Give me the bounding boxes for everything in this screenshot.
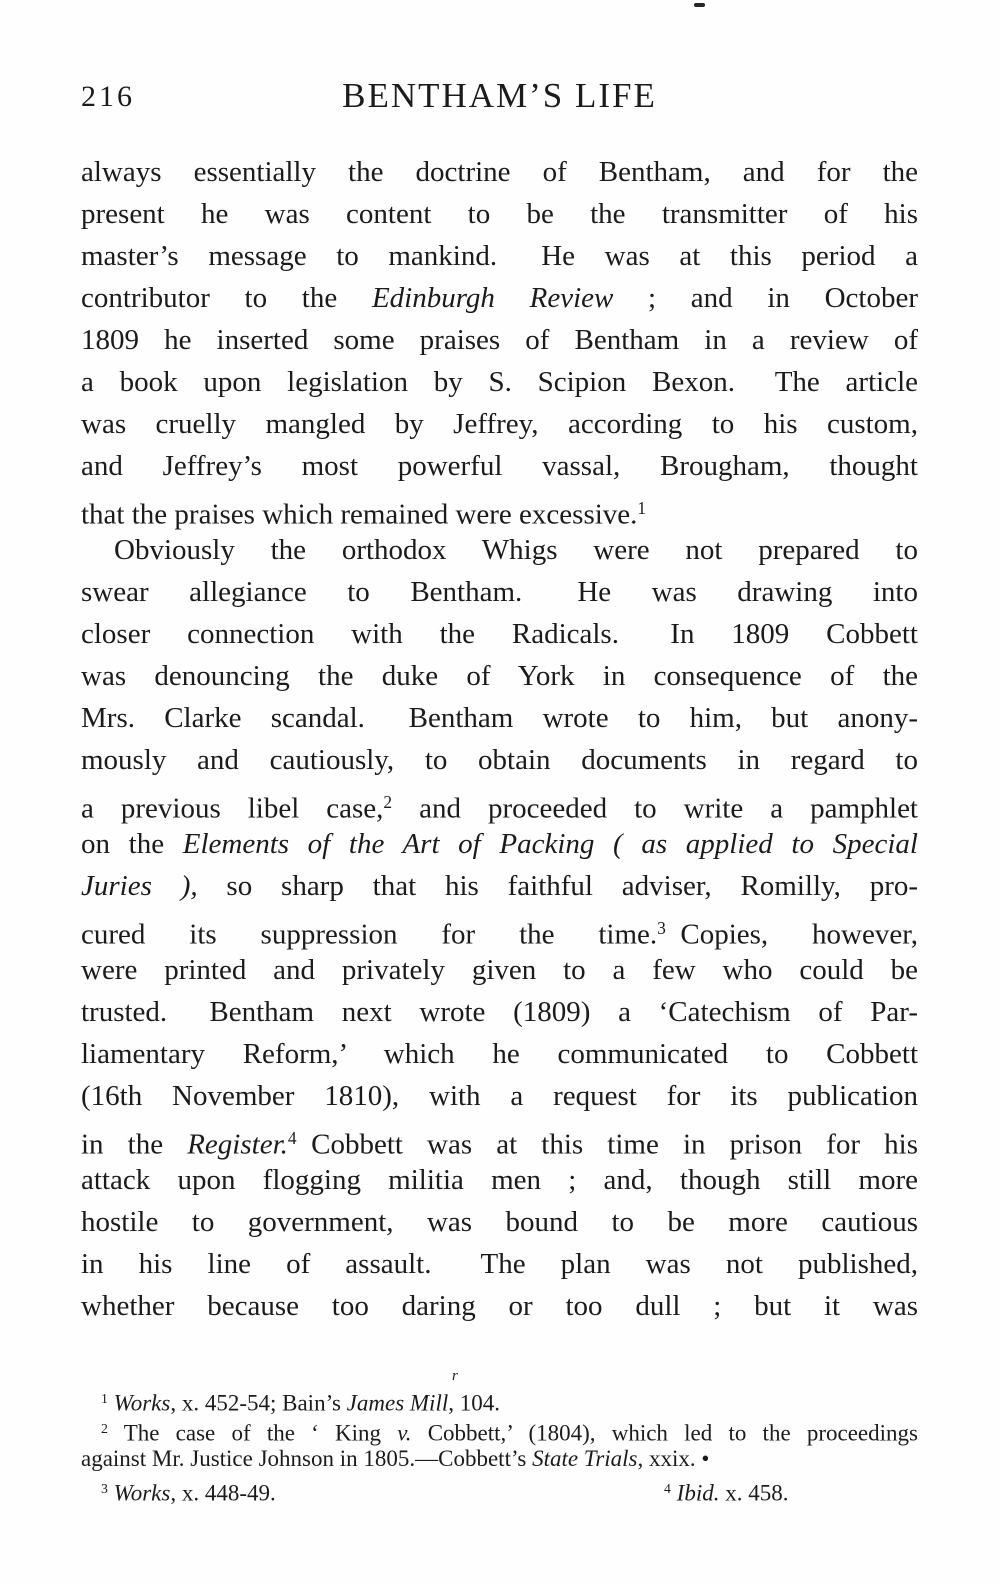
body-line	[81, 1201, 918, 1243]
text-segment: that the praises which remained were excessive.	[81, 498, 638, 531]
body-line	[81, 1075, 918, 1117]
footnotes	[81, 1384, 918, 1504]
body-line	[81, 781, 918, 823]
text-segment: Register.	[187, 1128, 288, 1161]
text-segment: The case of the ‘ King	[107, 1420, 398, 1446]
body-line	[81, 949, 918, 991]
text-segment: Ibid.	[676, 1480, 720, 1506]
text-segment: , x. 448-49.	[170, 1480, 276, 1506]
body-line	[81, 823, 918, 865]
text-segment: was denouncing the duke of York in consequence of the	[81, 660, 918, 692]
footnote-line	[81, 1384, 918, 1414]
body-line	[81, 235, 918, 277]
footnote-line	[81, 1444, 918, 1474]
text-segment: liamentary Reform,’ which he communicated to Cobbett	[81, 1038, 918, 1070]
body-line	[81, 571, 918, 613]
text-segment: present he was content to be the transmitter of his	[81, 198, 918, 230]
footnote-line	[81, 1414, 918, 1444]
body-line	[81, 1159, 918, 1201]
text-segment: always essentially the doctrine of Bentham, and for the	[81, 156, 918, 188]
text-segment: (16th November 1810), with a request for its publication	[81, 1080, 918, 1112]
text-segment: Edinburgh Review	[371, 282, 614, 314]
footnote-ref: 1	[637, 498, 647, 518]
footnote-ref: 2	[383, 792, 393, 812]
footnote-ref: 4	[287, 1128, 297, 1148]
text-segment: trusted. Bentham next wrote (1809) a ‘Catechism of Par-	[81, 996, 918, 1028]
text-segment: Juries ),	[81, 870, 198, 902]
body-line	[81, 1117, 918, 1159]
body-line	[81, 697, 918, 739]
body-line	[81, 151, 918, 193]
footnote-ref: 4	[664, 1481, 671, 1496]
text-segment: hostile to government, was bound to be more cautious	[81, 1206, 918, 1238]
body-line	[81, 277, 918, 319]
scan-artifact-caret: r	[452, 1368, 458, 1384]
body-line	[81, 193, 918, 235]
body-line	[81, 1243, 918, 1285]
text-segment: so sharp that his faithful adviser, Romilly, pro-	[197, 870, 919, 902]
page-number: 216	[81, 80, 135, 113]
text-segment: , x. 452-54; Bain’s	[170, 1390, 347, 1416]
footnote-line	[664, 1474, 788, 1504]
body-line	[81, 739, 918, 781]
text-segment: Copies, however,	[665, 918, 918, 951]
running-header: BENTHAM’S LIFE	[342, 76, 657, 115]
body-line	[81, 529, 918, 571]
footnote-ref: 1	[101, 1391, 108, 1406]
text-segment: was cruelly mangled by Jeffrey, according to his custom,	[81, 408, 918, 440]
text-segment: master’s message to mankind. He was at this period a	[81, 240, 918, 272]
body-line	[81, 655, 918, 697]
text-segment: ; and in October	[613, 282, 919, 314]
body-line	[81, 403, 918, 445]
text-segment: closer connection with the Radicals. In 1809 Cobbett	[81, 618, 918, 650]
text-segment: in his line of assault. The plan was not published,	[81, 1248, 918, 1280]
body-line	[81, 1033, 918, 1075]
footnote-line	[81, 1474, 918, 1504]
text-segment: Mrs. Clarke scandal. Bentham wrote to him, but anony-	[81, 702, 918, 734]
text-segment: James Mill	[346, 1390, 449, 1416]
text-segment: were printed and privately given to a few who could be	[81, 954, 918, 986]
body-line	[81, 865, 918, 907]
text-segment: on the	[81, 828, 183, 860]
text-segment: and Jeffrey’s most powerful vassal, Brougham, thought	[81, 450, 918, 482]
text-segment: a book upon legislation by S. Scipion Bexon. The article	[81, 366, 918, 398]
text-segment: 1809 he inserted some praises of Bentham in a review of	[81, 324, 918, 356]
text-segment: Works	[113, 1480, 171, 1506]
text-segment: , 104.	[448, 1390, 500, 1416]
text-segment: attack upon flogging militia men ; and, though still more	[81, 1164, 918, 1196]
body-line	[81, 361, 918, 403]
body-line	[81, 1285, 918, 1327]
body-text	[81, 151, 918, 1327]
text-segment: against Mr. Justice Johnson in 1805.—Cobbett’s	[81, 1446, 533, 1471]
body-line	[81, 613, 918, 655]
text-segment: Cobbett,’ (1804), which led to the proceedings	[411, 1420, 918, 1446]
text-segment: Obviously the orthodox Whigs were not prepared to	[114, 534, 918, 566]
footnote-ref: 2	[101, 1421, 108, 1436]
text-segment: contributor to the	[81, 282, 372, 314]
body-line	[81, 487, 918, 529]
body-line	[81, 907, 918, 949]
text-segment: , xxix. •	[637, 1446, 710, 1471]
text-segment: Works	[113, 1390, 171, 1416]
text-segment: State Trials	[532, 1446, 638, 1471]
text-segment: Elements of the Art of Packing ( as applied to Special	[182, 828, 918, 860]
text-segment: mously and cautiously, to obtain documents in regard to	[81, 744, 918, 776]
text-segment: whether because too daring or too dull ; but it was	[81, 1290, 918, 1322]
text-segment: in the	[81, 1128, 188, 1161]
text-segment: Cobbett was at this time in prison for his	[296, 1128, 918, 1161]
text-segment: cured its suppression for the time.	[81, 918, 658, 951]
body-line	[81, 445, 918, 487]
footnote-ref: 3	[657, 918, 666, 938]
scan-artifact-dash	[694, 3, 705, 7]
text-segment: and proceeded to write a pamphlet	[392, 792, 918, 825]
text-segment: v.	[397, 1420, 412, 1446]
text-segment: a previous libel case,	[81, 792, 384, 825]
body-line	[81, 319, 918, 361]
body-line	[81, 991, 918, 1033]
text-segment: x. 458.	[719, 1480, 789, 1506]
footnote-ref: 3	[101, 1481, 108, 1496]
text-segment: swear allegiance to Bentham. He was drawing into	[81, 576, 918, 608]
